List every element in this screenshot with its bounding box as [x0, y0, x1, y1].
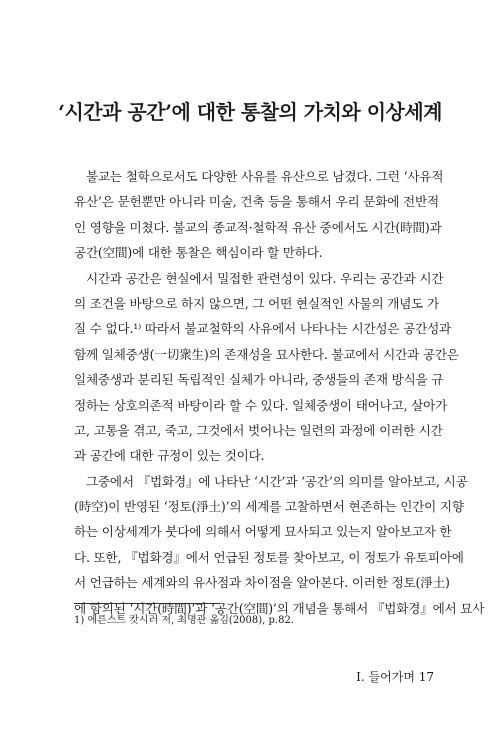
text-line: 인 영향을 미쳤다. 불교의 종교적·철학적 유산 중에서도 시간(時間)과 — [74, 219, 442, 235]
footnote: 1) 에른스트 캇시러 저, 최명관 옮김(2008), p.82. — [74, 615, 295, 626]
page-footer: I. 들어가며 17 — [356, 670, 434, 684]
text-line: 하는 이상세계가 붓다에 의해서 어떻게 묘사되고 있는지 알아보고자 한 — [74, 524, 452, 540]
text-line: 의 조건을 바탕으로 하지 않으면, 그 어떤 현실적인 사물의 개념도 가 — [74, 295, 439, 311]
text-line: 과 공간에 대한 규정이 있는 것이다. — [74, 448, 265, 464]
text-line: 공간(空間)에 대한 통찰은 핵심이라 할 만하다. — [74, 245, 323, 261]
text-line: 함께 일체중생(一切衆生)의 존재성을 묘사한다. 불교에서 시간과 공간은 — [74, 346, 459, 362]
footnote-divider — [74, 603, 220, 604]
text-line: 불교는 철학으로서도 다양한 사유를 유산으로 남겼다. 그런 ‘사유적 — [86, 169, 444, 184]
text-line: (時空)이 반영된 ‘정토(淨土)’의 세계를 고찰하면서 현존하는 인간이 지향 — [74, 499, 464, 515]
text-line: 고, 고통을 겪고, 죽고, 그것에서 벗어나는 일련의 과정에 이러한 시간 — [74, 422, 443, 438]
text-line: 에 함의된 ‘시간(時間)’과 ‘공간(空間)’의 개념을 통해서 『법화경』에서 묘사 — [74, 600, 485, 616]
text-line: 다. 또한, 『법화경』에서 언급된 정토를 찾아보고, 이 정토가 유토피아에 — [74, 549, 464, 565]
text-line: 유산’은 문헌뿐만 아니라 미술, 건축 등을 통해서 우리 문화에 전반적 — [74, 194, 439, 210]
text-line: 질 수 없다.¹⁾ 따라서 불교철학의 사유에서 나타나는 시간성은 공간성과 — [74, 321, 452, 337]
text-line: 그중에서 『법화경』에 나타난 ‘시간’과 ‘공간’의 의미를 알아보고, 시공 — [86, 473, 468, 489]
text-line: 일체중생과 분리된 독립적인 실체가 아니라, 중생들의 존재 방식을 규 — [74, 372, 444, 388]
text-line: 시간과 공간은 현실에서 밀접한 관련성이 있다. 우리는 공간과 시간 — [86, 270, 444, 286]
text-line: 정하는 상호의존적 바탕이라 할 수 있다. 일체중생이 태어나고, 살아가 — [74, 397, 448, 413]
text-line: 서 언급하는 세계와의 유사점과 차이점을 알아본다. 이러한 정토(淨土) — [74, 575, 450, 591]
body-text — [74, 164, 485, 621]
page-title: ‘시간과 공간’에 대한 통찰의 가치와 이상세계 — [58, 100, 442, 124]
